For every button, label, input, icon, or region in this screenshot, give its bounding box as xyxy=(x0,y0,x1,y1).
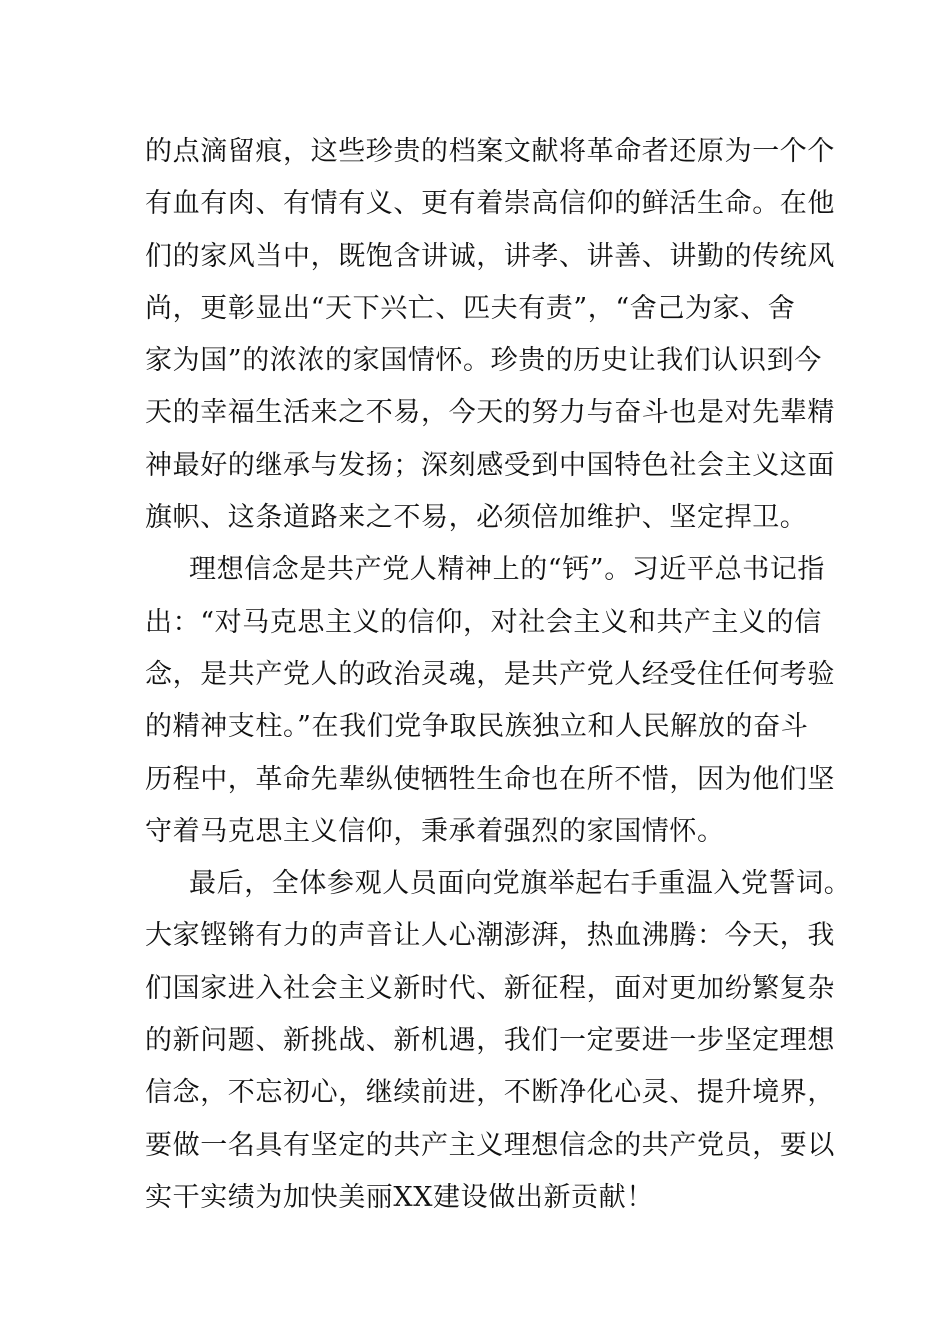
text-line: 要做一名具有坚定的共产主义理想信念的共产党员，要以 xyxy=(145,1129,835,1161)
text-line: 旗帜、这条道路来之不易，必须倍加维护、坚定捍卫。 xyxy=(145,502,808,534)
text-line: 守着马克思主义信仰，秉承着强烈的家国情怀。 xyxy=(145,815,725,847)
text-line: 历程中，革命先辈纵使牺牲生命也在所不惜，因为他们坚 xyxy=(145,763,835,795)
text-line: 信念，不忘初心，继续前进，不断净化心灵、提升境界， xyxy=(145,1077,835,1109)
text-line: 念，是共产党人的政治灵魂，是共产党人经受住任何考验 xyxy=(145,658,835,690)
text-line: 们国家进入社会主义新时代、新征程，面对更加纷繁复杂 xyxy=(145,972,835,1004)
document-body xyxy=(145,126,852,1224)
text-line: 们的家风当中，既饱含讲诚，讲孝、讲善、讲勤的传统风 xyxy=(145,240,835,272)
text-line: 的精神支柱。”在我们党争取民族独立和人民解放的奋斗 xyxy=(145,711,809,743)
text-line: 大家铿锵有力的声音让人心潮澎湃，热血沸腾：今天，我 xyxy=(145,920,835,952)
text-line: 家为国”的浓浓的家国情怀。珍贵的历史让我们认识到今 xyxy=(145,345,822,377)
text-line: 神最好的继承与发扬；深刻感受到中国特色社会主义这面 xyxy=(145,449,835,481)
paragraph-oath xyxy=(145,858,852,1224)
text-line: 尚，更彰显出“天下兴亡、匹夫有责”，“舍己为家、舍 xyxy=(145,292,796,324)
text-line-first: 理想信念是共产党人精神上的“钙”。习近平总书记指 xyxy=(189,554,826,586)
text-line: 实干实绩为加快美丽XX建设做出新贡献！ xyxy=(145,1181,654,1213)
text-line: 的新问题、新挑战、新机遇，我们一定要进一步坚定理想 xyxy=(145,1025,835,1057)
paragraph-continuation xyxy=(145,126,835,544)
text-line-first: 最后，全体参观人员面向党旗举起右手重温入党誓词。 xyxy=(189,868,852,900)
text-line: 的点滴留痕，这些珍贵的档案文献将革命者还原为一个个 xyxy=(145,136,835,167)
text-line: 有血有肉、有情有义、更有着崇高信仰的鲜活生命。在他 xyxy=(145,188,835,220)
text-line: 出：“对马克思主义的信仰，对社会主义和共产主义的信 xyxy=(145,606,822,638)
text-line: 天的幸福生活来之不易，今天的努力与奋斗也是对先辈精 xyxy=(145,397,835,429)
paragraph-ideals xyxy=(145,544,835,858)
